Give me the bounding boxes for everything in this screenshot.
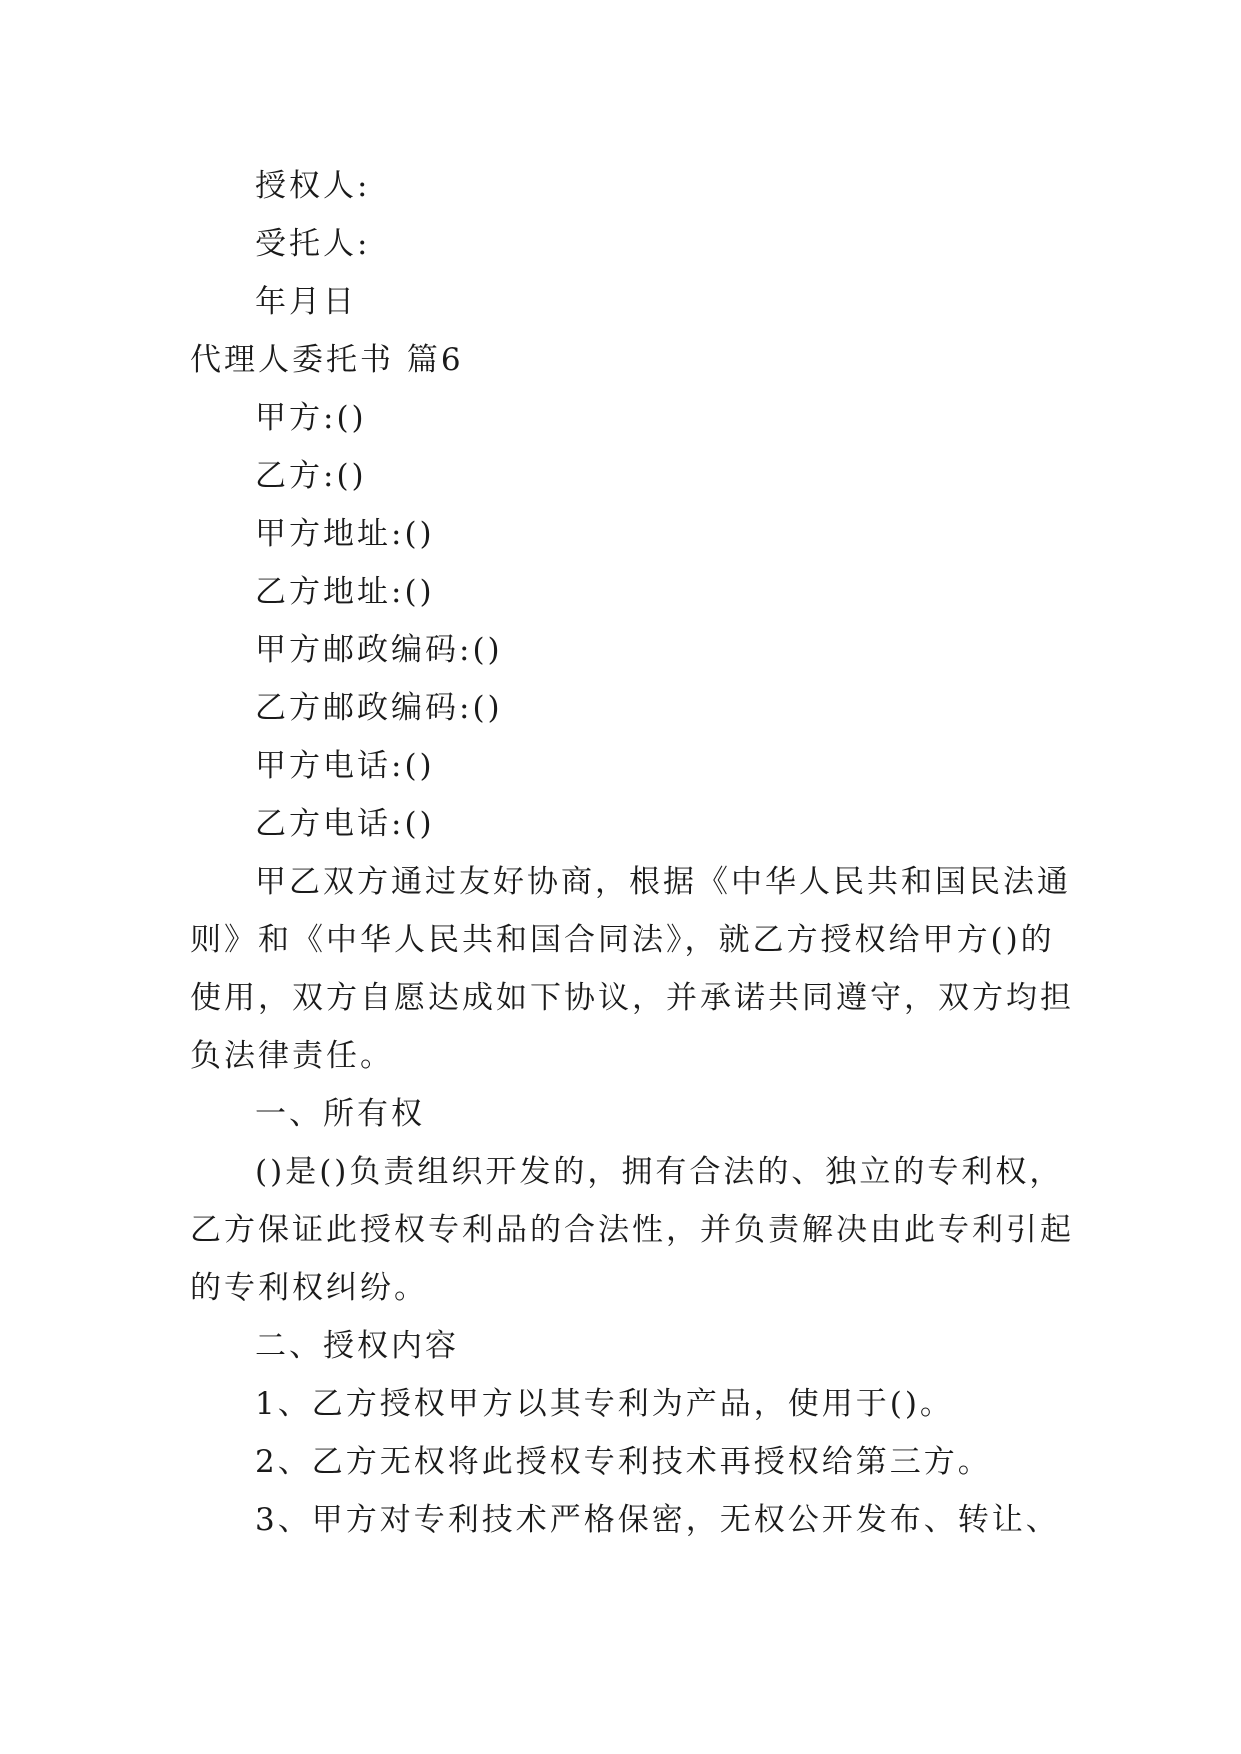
party-b-field: 乙方:(): [255, 458, 367, 494]
clause-heading: 一、所有权: [255, 1096, 425, 1132]
authorizer-label: 授权人:: [255, 168, 371, 204]
paragraph-line: 甲乙双方通过友好协商，根据《中华人民共和国民法通: [255, 864, 1071, 900]
party-a-field: 甲方:(): [255, 400, 367, 436]
party-b-phone-field: 乙方电话:(): [255, 806, 435, 842]
date-label: 年月日: [255, 284, 357, 320]
party-b-postcode-field: 乙方邮政编码:(): [255, 690, 503, 726]
party-b-address-field: 乙方地址:(): [255, 574, 435, 610]
party-a-postcode-field: 甲方邮政编码:(): [255, 632, 503, 668]
paragraph-line: 则》和《中华人民共和国合同法》，就乙方授权给甲方()的: [190, 922, 1055, 958]
list-item: 3、甲方对专利技术严格保密，无权公开发布、转让、: [255, 1502, 1060, 1538]
list-item: 1、乙方授权甲方以其专利为产品，使用于()。: [255, 1386, 954, 1422]
paragraph-line: 使用，双方自愿达成如下协议，并承诺共同遵守，双方均担: [190, 980, 1074, 1016]
party-a-phone-field: 甲方电话:(): [255, 748, 435, 784]
clause-heading: 二、授权内容: [255, 1328, 459, 1364]
paragraph-line: ()是()负责组织开发的，拥有合法的、独立的专利权，: [255, 1154, 1064, 1190]
paragraph-line: 乙方保证此授权专利品的合法性，并负责解决由此专利引起: [190, 1212, 1074, 1248]
party-a-address-field: 甲方地址:(): [255, 516, 435, 552]
list-item: 2、乙方无权将此授权专利技术再授权给第三方。: [255, 1444, 992, 1480]
trustee-label: 受托人:: [255, 226, 371, 262]
section-title: 代理人委托书 篇6: [190, 342, 464, 378]
paragraph-line: 的专利权纠纷。: [190, 1270, 428, 1306]
paragraph-line: 负法律责任。: [190, 1038, 394, 1074]
